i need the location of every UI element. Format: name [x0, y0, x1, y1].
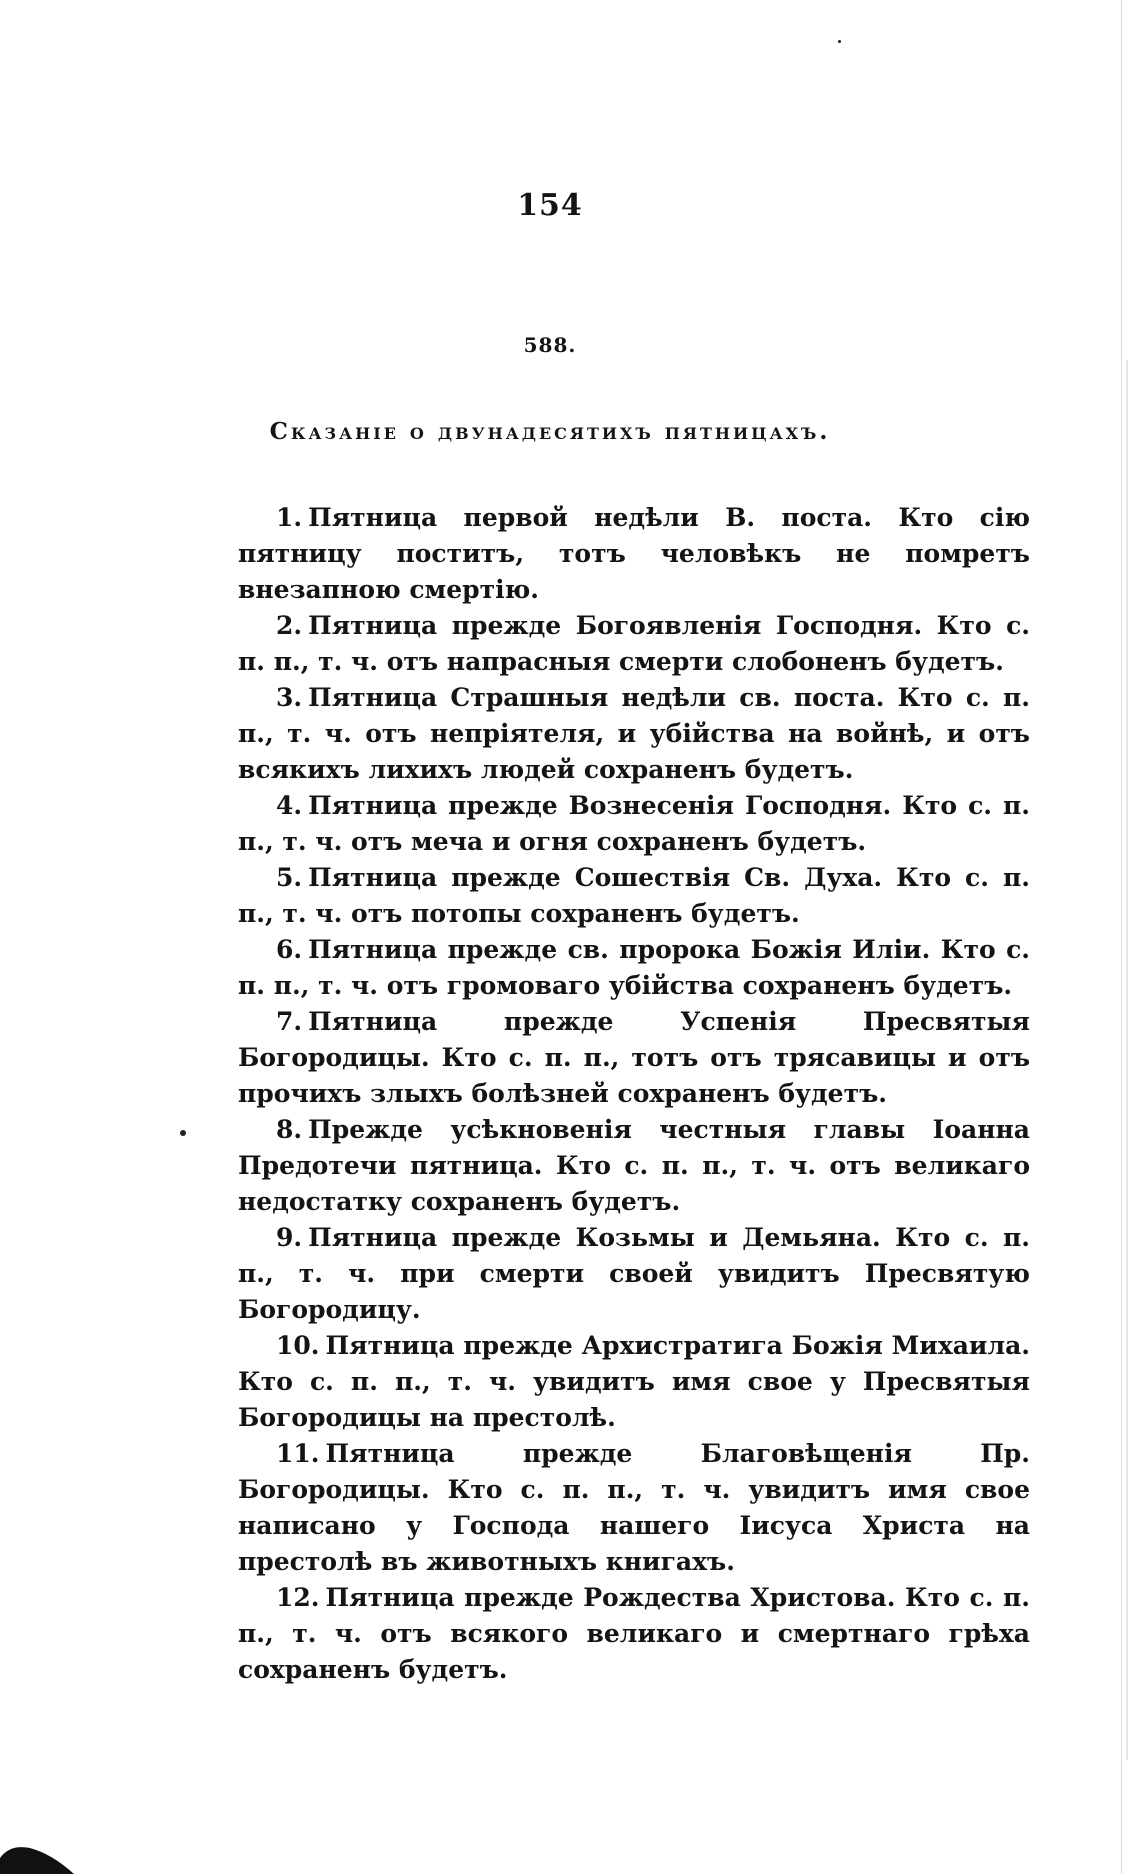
- entry-text: Пятница Страшныя недѣли св. поста. Кто с. п. п., т. ч. отъ непріятеля, и убійства на войнѣ, и отъ всякихъ лихихъ людей сохраненъ будетъ.: [238, 683, 1030, 784]
- entry-6: [238, 932, 1030, 1004]
- ink-speck: [180, 1130, 186, 1136]
- entry-number: 4.: [276, 791, 303, 820]
- entry-number: 10.: [276, 1331, 320, 1360]
- entry-text: Пятница прежде Козьмы и Демьяна. Кто с. п. п., т. ч. при смерти своей увидитъ Пресвятую Богородицу.: [238, 1223, 1030, 1324]
- scan-margin-shadow: [1126, 360, 1128, 1760]
- entry-10: [238, 1328, 1030, 1436]
- entry-number: 1.: [276, 503, 303, 532]
- entries-list: [238, 500, 1030, 1688]
- entry-text: Пятница прежде Благовѣщенія Пр. Богородицы. Кто с. п. п., т. ч. увидитъ имя свое написано у Господа нашего Іисуса Христа на престолѣ въ животныхъ книгахъ.: [238, 1439, 1030, 1576]
- entry-number: 5.: [276, 863, 303, 892]
- entry-12: [238, 1580, 1030, 1688]
- entry-text: Пятница прежде Богоявленія Господня. Кто с. п. п., т. ч. отъ напрасныя смерти слобоненъ будетъ.: [238, 611, 1030, 676]
- entry-number: 3.: [276, 683, 303, 712]
- entry-text: Пятница первой недѣли В. поста. Кто сію пятницу поститъ, тотъ человѣкъ не помретъ внезапною смертію.: [238, 503, 1030, 604]
- entry-text: Прежде усѣкновенія честныя главы Іоанна Предотечи пятница. Кто с. п. п., т. ч. отъ великаго недостатку сохраненъ будетъ.: [238, 1115, 1030, 1216]
- entry-text: Пятница прежде св. пророка Божія Иліи. Кто с. п. п., т. ч. отъ громоваго убійства сохраненъ будетъ.: [238, 935, 1030, 1000]
- entry-text: Пятница прежде Успенія Пресвятыя Богородицы. Кто с. п. п., тотъ отъ трясавицы и отъ прочихъ злыхъ болѣзней сохраненъ будетъ.: [238, 1007, 1030, 1108]
- entry-number: 6.: [276, 935, 303, 964]
- page-heading: Сказаніе о двунадесятихъ пятницахъ.: [269, 418, 831, 445]
- entry-11: [238, 1436, 1030, 1580]
- entry-number: 8.: [276, 1115, 303, 1144]
- scan-thumb-shadow-icon: [0, 1838, 74, 1874]
- entry-5: [238, 860, 1030, 932]
- section-number: 588.: [523, 333, 577, 357]
- entry-number: 11.: [276, 1439, 320, 1468]
- entry-4: [238, 788, 1030, 860]
- entry-number: 9.: [276, 1223, 303, 1252]
- entry-text: Пятница прежде Вознесенія Господня. Кто с. п. п., т. ч. отъ меча и огня сохраненъ будетъ.: [238, 791, 1030, 856]
- entry-number: 2.: [276, 611, 303, 640]
- entry-text: Пятница прежде Архистратига Божія Михаила. Кто с. п. п., т. ч. увидитъ имя свое у Пресвятыя Богородицы на престолѣ.: [238, 1331, 1030, 1432]
- entry-7: [238, 1004, 1030, 1112]
- entry-1: [238, 500, 1030, 608]
- scan-margin-edge: [1121, 0, 1122, 1874]
- page-number: 154: [517, 188, 583, 223]
- ink-speck: [838, 40, 841, 43]
- entry-2: [238, 608, 1030, 680]
- entry-3: [238, 680, 1030, 788]
- entry-8: [238, 1112, 1030, 1220]
- entry-9: [238, 1220, 1030, 1328]
- entry-number: 12.: [276, 1583, 320, 1612]
- entry-text: Пятница прежде Рождества Христова. Кто с. п. п., т. ч. отъ всякого великаго и смертнаго грѣха сохраненъ будетъ.: [238, 1583, 1030, 1684]
- entry-text: Пятница прежде Сошествія Св. Духа. Кто с. п. п., т. ч. отъ потопы сохраненъ будетъ.: [238, 863, 1030, 928]
- entry-number: 7.: [276, 1007, 303, 1036]
